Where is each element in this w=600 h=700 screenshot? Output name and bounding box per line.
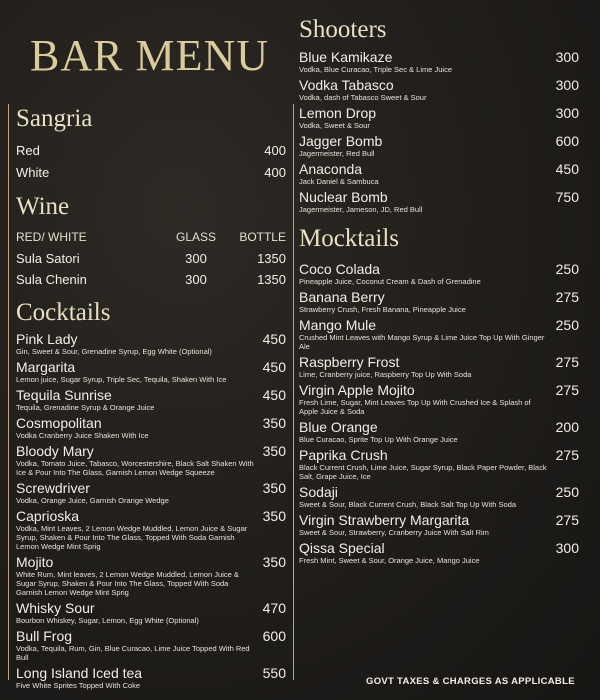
item-header [16, 388, 286, 403]
item-header [16, 666, 286, 681]
menu-item [16, 360, 286, 384]
item-header [299, 420, 579, 435]
taxes-note: GOVT TAXES & CHARGES AS APPLICABLE [366, 676, 575, 687]
item-name: Lemon Drop [299, 105, 377, 121]
item-description: Vodka, Blue Curacao, Triple Sec & Lime Juice [299, 65, 452, 74]
item-header [299, 290, 579, 305]
menu-item [299, 190, 579, 214]
item-header [299, 190, 579, 205]
item-price: 200 [555, 419, 579, 435]
menu-item [299, 318, 579, 351]
item-price: 350 [262, 480, 286, 496]
item-description: Lime, Cranberry juice, Raspberry Top Up With Soda [299, 370, 472, 379]
item-description: Vodka, dash of Tabasco Sweet & Sour [299, 93, 427, 102]
item-price: 300 [555, 77, 579, 93]
menu-item [299, 78, 579, 102]
item-name: Long Island Iced tea [16, 665, 143, 681]
item-name: Mojito [16, 554, 54, 570]
wine-section [16, 192, 286, 290]
item-price: 550 [262, 665, 286, 681]
menu-item [299, 355, 579, 379]
mocktails-section [299, 224, 579, 565]
wine-item [16, 269, 286, 290]
menu-item [16, 601, 286, 625]
item-description: Strawberry Crush, Fresh Banana, Pineapple Juice [299, 305, 466, 314]
item-header [16, 332, 286, 347]
item-header [299, 355, 579, 370]
item-name: Virgin Apple Mojito [299, 382, 415, 398]
menu-item [16, 666, 286, 690]
item-header [16, 360, 286, 375]
wine-col-glass: GLASS [175, 230, 217, 244]
item-description: Fresh Lime, Sugar, Mint Leaves Top Up With Crushed Ice & Splash of Apple Juice & Soda [299, 398, 531, 416]
menu-item [299, 106, 579, 130]
wine-list [16, 248, 286, 290]
item-description: Bourbon Whiskey, Sugar, Lemon, Egg White (Optional) [16, 616, 199, 625]
menu-title: BAR MENU [30, 31, 270, 80]
item-price: 300 [555, 540, 579, 556]
item-name: Banana Berry [299, 289, 385, 305]
item-name: Coco Colada [299, 261, 380, 277]
item-price: 450 [262, 359, 286, 375]
item-price: 600 [555, 133, 579, 149]
item-header [16, 444, 286, 459]
item-name: Raspberry Frost [299, 354, 400, 370]
menu-item [299, 420, 579, 444]
item-name: White [16, 165, 50, 180]
item-name: Pink Lady [16, 331, 78, 347]
menu-item [299, 50, 579, 74]
item-description: Sweet & Sour, Black Current Crush, Black Salt Top Up With Soda [299, 500, 517, 509]
item-price: 250 [555, 261, 579, 277]
item-description: Gin, Sweet & Sour, Grenadine Syrup, Egg White (Optional) [16, 347, 212, 356]
item-price: 350 [262, 443, 286, 459]
item-name: Blue Orange [299, 419, 378, 435]
item-name: Paprika Crush [299, 447, 388, 463]
item-description: Jack Daniel & Sambuca [299, 177, 379, 186]
item-description: Vodka, Mint Leaves, 2 Lemon Wedge Muddled, Lemon Juice & Sugar Syrup, Shaken & Pour Into The Glass, Topped With Soda Garnish Lemon Wedge Mint Sprig [16, 524, 248, 551]
sangria-list [16, 140, 286, 184]
menu-item [299, 485, 579, 509]
item-description: Fresh Mint, Sweet & Sour, Orange Juice, Mango Juice [299, 556, 480, 565]
item-name: Qissa Special [299, 540, 385, 556]
glass-price: 300 [185, 272, 207, 287]
item-price: 450 [555, 161, 579, 177]
item-price: 250 [555, 317, 579, 333]
item-name: Sodaji [299, 484, 338, 500]
menu-item [299, 134, 579, 158]
section-heading: Cocktails [16, 299, 111, 326]
item-name: Margarita [16, 359, 76, 375]
item-price: 450 [262, 387, 286, 403]
shooters-section [299, 15, 579, 214]
item-header [299, 318, 579, 333]
item-price: 350 [262, 554, 286, 570]
left-column [16, 104, 286, 694]
item-price: 750 [555, 189, 579, 205]
item-price: 350 [262, 415, 286, 431]
item-header [299, 485, 579, 500]
menu-item [299, 290, 579, 314]
menu-item [16, 140, 286, 162]
menu-item [16, 481, 286, 505]
item-name: Virgin Strawberry Margarita [299, 512, 470, 528]
bottle-price: 1350 [257, 251, 286, 266]
wine-col-bottle: BOTTLE [239, 230, 286, 244]
menu-item [16, 444, 286, 477]
item-description: Lemon juice, Sugar Syrup, Triple Sec, Tequila, Shaken With Ice [16, 375, 227, 384]
menu-item [16, 162, 286, 184]
item-price: 300 [555, 49, 579, 65]
item-description: Jagermeister, Jameson, JD, Red Bull [299, 205, 423, 214]
item-header [16, 601, 286, 616]
sangria-section [16, 104, 286, 184]
item-name: Bull Frog [16, 628, 73, 644]
section-heading: Mocktails [299, 225, 399, 252]
item-description: Vodka Cranberry Juice Shaken With Ice [16, 431, 149, 440]
item-price: 275 [555, 512, 579, 528]
item-description: Tequila, Grenadine Syrup & Orange Juice [16, 403, 155, 412]
wine-item [16, 248, 286, 269]
item-price: 350 [262, 508, 286, 524]
item-header [299, 106, 579, 121]
item-price: 450 [262, 331, 286, 347]
item-description: Vodka, Tomato Juice, Tabasco, Worcestershire, Black Salt Shaken With Ice & Pour Into The Glass, Garnish Lemon Wedge Squeeze [16, 459, 254, 477]
menu-item [16, 509, 286, 551]
glass-price: 300 [185, 251, 207, 266]
bottle-price: 1350 [257, 272, 286, 287]
menu-item [16, 416, 286, 440]
item-name: Bloody Mary [16, 443, 94, 459]
item-price: 250 [555, 484, 579, 500]
menu-item [16, 332, 286, 356]
item-price: 275 [555, 447, 579, 463]
item-header [299, 162, 579, 177]
menu-item [299, 383, 579, 416]
section-heading: Wine [16, 193, 70, 220]
item-description: Vodka, Sweet & Sour [299, 121, 370, 130]
item-description: White Rum, Mint leaves, 2 Lemon Wedge Muddled, Lemon Juice & Sugar Syrup, Shaken & Pour Into The Glass, Topped With Soda Garnish Lemon Wedge Mint Sprig [16, 570, 239, 597]
item-description: Five White Sprites Topped With Coke [16, 681, 141, 690]
item-header [16, 555, 286, 570]
item-name: Cosmopolitan [16, 415, 102, 431]
item-name: Tequila Sunrise [16, 387, 112, 403]
mocktails-list [299, 262, 579, 565]
section-heading: Sangria [16, 105, 93, 132]
item-description: Crushed Mint Leaves with Mango Syrup & Lime Juice Top Up With Ginger Ale [299, 333, 545, 351]
menu-item [16, 555, 286, 597]
item-price: 275 [555, 382, 579, 398]
item-price: 275 [555, 289, 579, 305]
item-name: Sula Satori [16, 251, 80, 266]
item-price: 600 [262, 628, 286, 644]
item-name: Sula Chenin [16, 272, 87, 287]
item-price: 400 [264, 143, 286, 158]
item-header [299, 50, 579, 65]
item-name: Vodka Tabasco [299, 77, 394, 93]
cocktails-list [16, 332, 286, 690]
item-description: Vodka, Tequila, Rum, Gin, Blue Curacao, Lime Juice Topped With Red Bull [16, 644, 250, 662]
item-name: Caprioska [16, 508, 80, 524]
item-name: Nuclear Bomb [299, 189, 388, 205]
menu-item [299, 541, 579, 565]
item-price: 400 [264, 165, 286, 180]
item-header [299, 262, 579, 277]
item-price: 275 [555, 354, 579, 370]
item-header [16, 629, 286, 644]
item-price: 470 [262, 600, 286, 616]
wine-column-headers [16, 226, 286, 248]
item-name: Jagger Bomb [299, 133, 383, 149]
item-description: Sweet & Sour, Strawberry, Cranberry Juice With Salt Rim [299, 528, 489, 537]
item-description: Jagermeister, Red Bull [299, 149, 375, 158]
item-header [299, 383, 579, 398]
item-description: Blue Curacao, Sprite Top Up With Orange Juice [299, 435, 458, 444]
item-description: Pineapple Juice, Coconut Cream & Dash of Grenadine [299, 277, 481, 286]
item-description: Black Current Crush, Lime Juice, Sugar Syrup, Black Paper Powder, Black Salt, Grape Juice, Ice [299, 463, 547, 481]
menu-item [299, 448, 579, 481]
item-price: 300 [555, 105, 579, 121]
menu-item [16, 388, 286, 412]
item-header [16, 416, 286, 431]
cocktails-section [16, 298, 286, 690]
menu-item [299, 513, 579, 537]
item-header [299, 448, 579, 463]
item-header [299, 541, 579, 556]
item-name: Mango Mule [299, 317, 377, 333]
item-name: Blue Kamikaze [299, 49, 393, 65]
menu-item [299, 162, 579, 186]
item-header [299, 513, 579, 528]
item-name: Red [16, 143, 40, 158]
item-name: Whisky Sour [16, 600, 95, 616]
section-heading: Shooters [299, 16, 387, 43]
menu-item [16, 629, 286, 662]
menu-item [299, 262, 579, 286]
item-header [16, 481, 286, 496]
item-description: Vodka, Orange Juice, Garnish Orange Wedge [16, 496, 169, 505]
item-header [299, 78, 579, 93]
item-header [299, 134, 579, 149]
item-header [16, 509, 286, 524]
right-column [299, 15, 579, 569]
shooters-list [299, 50, 579, 214]
item-name: Anaconda [299, 161, 363, 177]
item-name: Screwdriver [16, 480, 90, 496]
wine-col-name: RED/ WHITE [16, 230, 87, 244]
